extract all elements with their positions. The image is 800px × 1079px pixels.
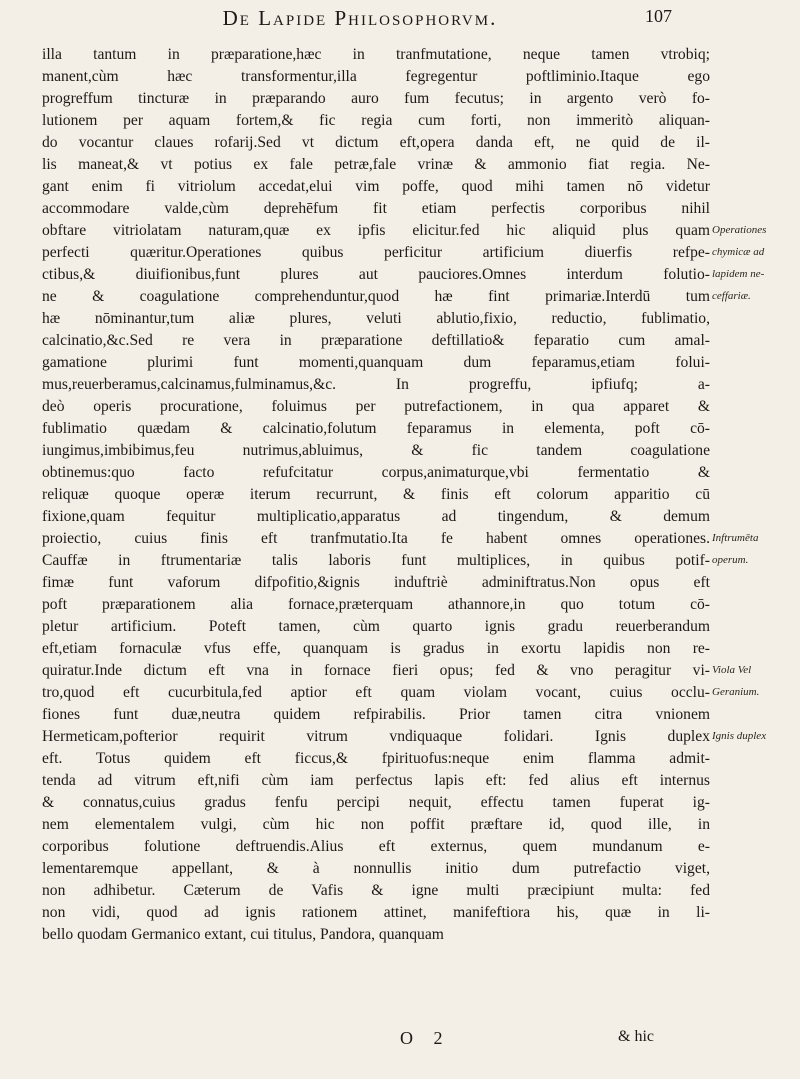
text-line: reliquæ quoque operæ iterum recurrunt, & finis eft colorum apparitio cū [42, 486, 710, 503]
text-line: perfecti quæritur.Operationes quibus perficitur artificium diuerfis refpe- [42, 244, 710, 261]
text-line: non vidi, quod ad ignis rationem attinet, manifeftiora his, quæ in li- [42, 904, 710, 921]
text-line: deò operis procuratione, foluimus per putrefactionem, in qua apparet & [42, 398, 710, 415]
signature-mark: O 2 [400, 1028, 451, 1048]
text-line: lutionem per aquam fortem,& fic regia cum forti, non immeritò aliquan- [42, 112, 710, 129]
margin-note: Operationes [712, 224, 767, 236]
text-line: Hermeticam,pofterior requirit vitrum vndiquaque folidari. Ignis duplex [42, 728, 710, 745]
text-line: obtinemus:quo facto refufcitatur corpus,animaturque,vbi fermentatio & [42, 464, 710, 481]
margin-note: ceffariæ. [712, 290, 751, 302]
text-line: mus,reuerberamus,calcinamus,fulminamus,&c. In progreffu, ipfiufq; a- [42, 376, 710, 393]
text-line: fimæ funt vaforum difpofitio,&ignis induftriè adminiftratus.Non opus eft [42, 574, 710, 591]
margin-note: Geranium. [712, 686, 760, 698]
text-line: accommodare valde,cùm deprehēfum fit etiam perfectis corporibus nihil [42, 200, 710, 217]
text-line: fixione,quam fequitur multiplicatio,apparatus ad tingendum, & demum [42, 508, 710, 525]
text-line: manent,cùm hæc transformentur,illa fegregentur poftliminio.Itaque ego [42, 68, 710, 85]
margin-note: lapidem ne- [712, 268, 765, 280]
body-text [42, 44, 710, 946]
text-line: pletur artificium. Poteft tamen, cùm quarto ignis gradu reuerberandum [42, 618, 710, 635]
text-line: ctibus,& diuifionibus,funt plures aut pauciores.Omnes interdum folutio- [42, 266, 710, 283]
page-number: 107 [645, 6, 672, 26]
text-line: proiectio, cuius finis eft tranfmutatio.Ita fe habent omnes operationes. [42, 530, 710, 547]
text-line: lementaremque appellant, & à nonnullis initio dum putrefactio viget, [42, 860, 710, 877]
text-line: fublimatio quædam & calcinatio,folutum feparamus in elementa, poft cō- [42, 420, 710, 437]
margin-note: Inftrumēta [712, 532, 759, 544]
text-line: gant enim fi vitriolum accedat,elui vim poffe, quod mihi tamen nō videtur [42, 178, 710, 195]
text-line: Cauffæ in ftrumentariæ talis laboris funt multiplices, in quibus potif- [42, 552, 710, 569]
text-line: non adhibetur. Cæterum de Vafis & igne multi præcipiunt multa: fed [42, 882, 710, 899]
text-line: progreffum tincturæ in præparando auro fum fecutus; in argento verò fo- [42, 90, 710, 107]
text-line: nem elementalem vulgi, cùm hic non poffit præftare id, quod ille, in [42, 816, 710, 833]
text-line: & connatus,cuius gradus fenfu percipi nequit, effectu tamen fuperat ig- [42, 794, 710, 811]
text-line: calcinatio,&c.Sed re vera in præparatione deftillatio& feparatio cum amal- [42, 332, 710, 349]
text-line: eft. Totus quidem eft ficcus,& fpirituofus:neque enim flamma admit- [42, 750, 710, 767]
text-line: obftare vitriolatam naturam,quæ ex ipfis elicitur.fed hic aliquid plus quam [42, 222, 710, 239]
margin-note: chymicæ ad [712, 246, 765, 258]
text-line: iungimus,imbibimus,feu nutrimus,abluimus, & fic tandem coagulatione [42, 442, 710, 459]
text-line: corporibus folutione deftruendis.Alius eft externus, quem mundanum e- [42, 838, 710, 855]
text-line: tro,quod eft cucurbitula,fed aptior eft quam violam vocant, cuius occlu- [42, 684, 710, 701]
text-line: do vocantur claues rofarij.Sed vt dictum eft,opera danda eft, ne quid de il- [42, 134, 710, 151]
running-head: De Lapide Philosophorvm. [222, 6, 498, 30]
margin-note: Viola Vel [712, 664, 752, 676]
text-line: gamatione plurimi funt momenti,quanquam dum feparamus,etiam folui- [42, 354, 710, 371]
text-line: illa tantum in præparatione,hæc in tranfmutatione, neque tamen vtrobiq; [42, 46, 710, 63]
catchword: & hic [618, 1028, 654, 1045]
margin-note: Ignis duplex [712, 730, 767, 742]
text-line: fiones funt duæ,neutra quidem refpirabilis. Prior tamen citra vnionem [42, 706, 710, 723]
text-line: tenda ad vitrum eft,nifi cùm iam perfectus lapis eft: fed alius eft internus [42, 772, 710, 789]
text-line: ne & coagulatione comprehenduntur,quod hæ fint primariæ.Interdū tum [42, 288, 710, 305]
text-line: lis maneat,& vt potius ex fale petræ,fale vrinæ & ammonio fiat regia. Ne- [42, 156, 710, 173]
margin-note: operum. [712, 554, 749, 566]
text-line: bello quodam Germanico extant, cui titulus, Pandora, quanquam [42, 926, 444, 943]
text-line: poft præparationem alia fornace,præterquam athannore,in quo totum cō- [42, 596, 710, 613]
text-line: quiratur.Inde dictum eft vna in fornace fieri opus; fed & vno peragitur vi- [42, 662, 710, 679]
text-line: eft,etiam fornaculæ vfus effe, quanquam is gradus in exortu lapidis non re- [42, 640, 710, 657]
text-line: hæ nōminantur,tum aliæ plures, veluti ablutio,fixio, reductio, fublimatio, [42, 310, 710, 327]
